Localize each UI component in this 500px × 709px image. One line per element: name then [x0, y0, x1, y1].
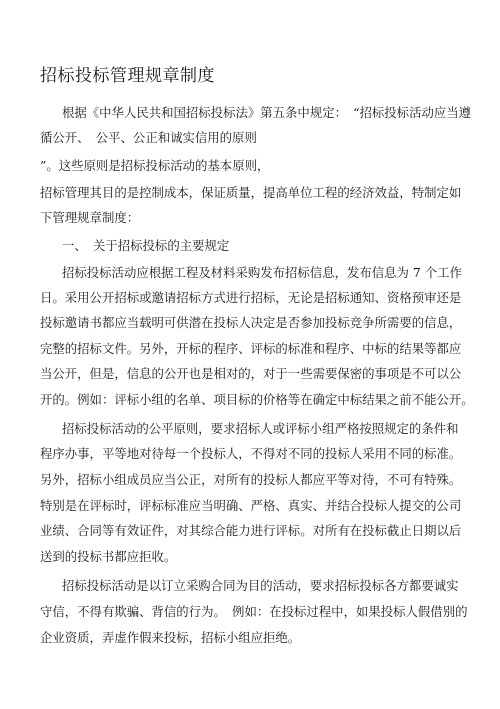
paragraph-line: 招标投标活动的公平原则，要求招标人或评标小组严格按照规定的条件和 — [62, 421, 459, 436]
paragraph-line: 特别是在评标时，评标标准应当明确、严格、真实、并结合投标人提交的公司 — [40, 498, 462, 513]
paragraph-line: 另外，招标小组成员应当公正，对所有的投标人都应平等对待，不可有特殊。 — [40, 472, 462, 487]
paragraph-line: ”。这些原则是招标投标活动的基本原则， — [40, 158, 270, 173]
paragraph-line: 循公开、 公平、公正和诚实信用的原则 — [40, 130, 257, 145]
paragraph-line: 根据《中华人民共和国招标投标法》第五条中规定： “招标投标活动应当遵 — [62, 105, 472, 120]
section-heading: 一、 关于招标投标的主要规定 — [62, 238, 230, 253]
paragraph-line: 企业资质，弄虚作假来投标，招标小组应拒绝。 — [40, 630, 301, 645]
paragraph-line: 招标管理其目的是控制成本，保证质量，提高单位工程的经济效益，特制定如 — [40, 185, 462, 200]
paragraph-line: 投标邀请书都应当载明可供潜在投标人决定是否参加投标竞争所需要的信息， — [40, 315, 462, 330]
paragraph-line: 完整的招标文件。另外，开标的程序、评标的标准和程序、中标的结果等都应 — [40, 341, 462, 356]
document-title: 招标投标管理规章制度 — [40, 66, 215, 86]
paragraph-line: 招标投标活动是以订立采购合同为目的活动，要求招标投标各方都要诚实 — [62, 578, 459, 593]
paragraph-line: 开的。例如：评标小组的名单、项目标的价格等在确定中标结果之前不能公开。 — [40, 392, 474, 407]
paragraph-line: 守信，不得有欺骗、背信的行为。 例如：在投标过程中，如果投标人假借别的 — [40, 604, 468, 619]
paragraph-line: 业绩、合同等有效证件，对其综合能力进行评标。对所有在投标截止日期以后 — [40, 523, 462, 538]
paragraph-line: 当公开，但是，信息的公开也是相对的，对于一些需要保密的事项是不可以公 — [40, 366, 462, 381]
paragraph-line: 日。采用公开招标或邀请招标方式进行招标，无论是招标通知、资格预审还是 — [40, 290, 462, 305]
paragraph-line: 送到的投标书都应拒收。 — [40, 549, 177, 564]
paragraph-line: 程序办事，平等地对待每一个投标人，不得对不同的投标人采用不同的标准。 — [40, 446, 462, 461]
paragraph-line: 下管理规章制度： — [40, 210, 140, 225]
paragraph-line: 招标投标活动应根据工程及材料采购发布招标信息，发布信息为 7 个工作 — [62, 265, 462, 280]
